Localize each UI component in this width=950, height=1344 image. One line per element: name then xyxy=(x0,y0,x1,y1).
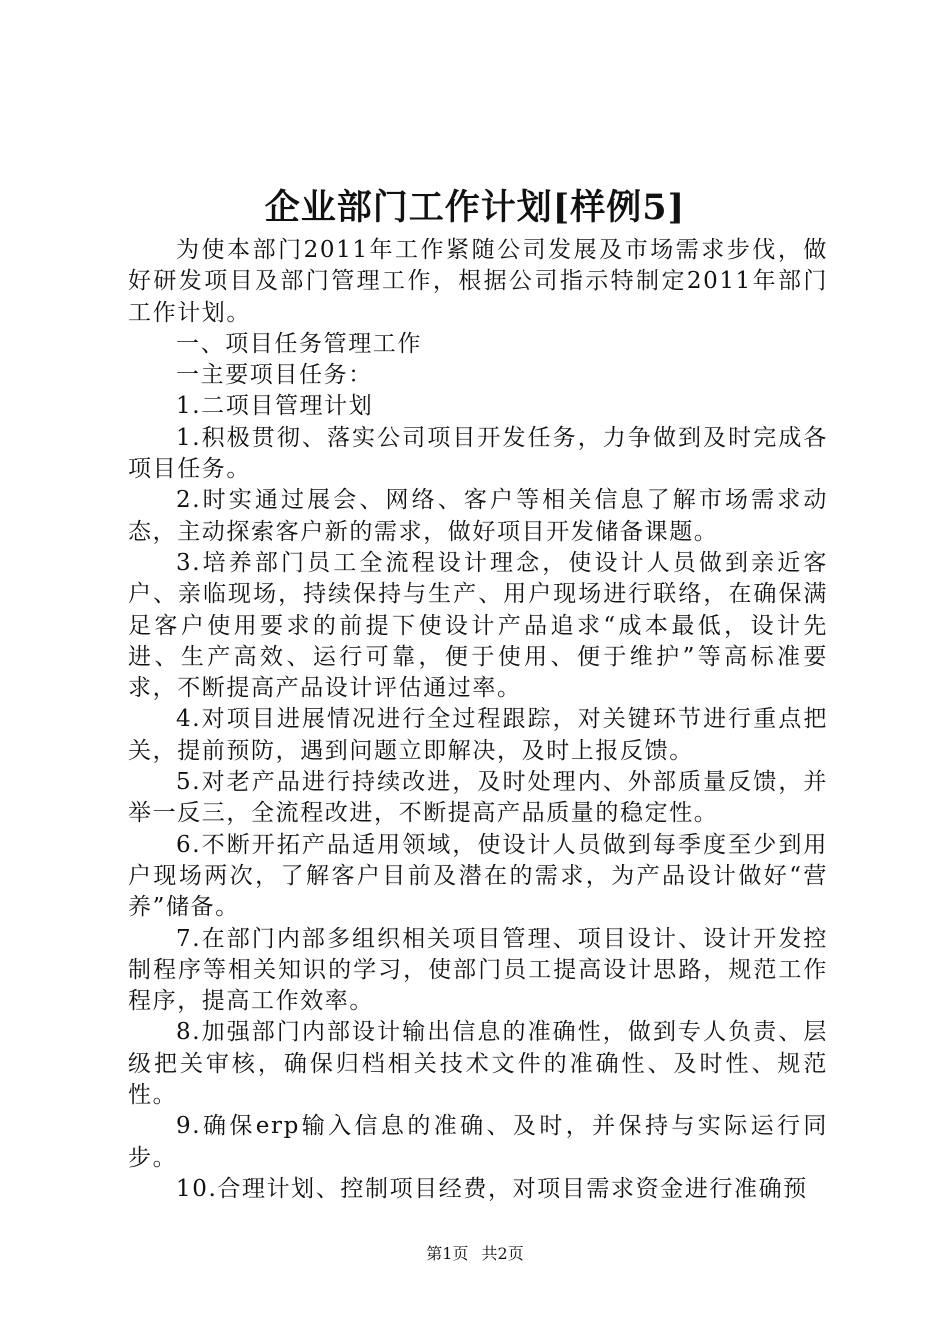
list-item-4: 4.对项目进展情况进行全过程跟踪，对关键环节进行重点把关，提前预防，遇到问题立即解决，及时上报反馈。 xyxy=(128,706,828,764)
document-body xyxy=(128,235,828,1205)
page-total: 共2页 xyxy=(481,1244,524,1263)
list-item-6: 6.不断开拓产品适用领域，使设计人员做到每季度至少到用户现场两次，了解客户目前及潜在的需求，为产品设计做好“营养”储备。 xyxy=(128,831,828,921)
subsection-heading: 一主要项目任务： xyxy=(176,362,373,389)
list-item-7: 7.在部门内部多组织相关项目管理、项目设计、设计开发控制程序等相关知识的学习，使部门员工提高设计思路，规范工作程序，提高工作效率。 xyxy=(128,925,828,1015)
list-item-3: 3.培养部门员工全流程设计理念，使设计人员做到亲近客户、亲临现场，持续保持与生产、用户现场进行联络，在确保满足客户使用要求的前提下使设计产品追求“成本最低，设计先进、生产高效、运行可靠，便于使用、便于维护”等高标准要求，不断提高产品设计评估通过率。 xyxy=(128,549,828,702)
list-item-10: 10.合理计划、控制项目经费，对项目需求资金进行准确预 xyxy=(176,1175,808,1202)
list-item-2: 2.时实通过展会、网络、客户等相关信息了解市场需求动态，主动探索客户新的需求，做好项目开发储备课题。 xyxy=(128,487,828,545)
section-heading: 一、项目任务管理工作 xyxy=(176,330,422,357)
list-heading: 1.二项目管理计划 xyxy=(176,393,374,420)
list-item-5: 5.对老产品进行持续改进，及时处理内、外部质量反馈，并举一反三，全流程改进，不断提高产品质量的稳定性。 xyxy=(128,769,828,827)
document-title: 企业部门工作计划[样例5] xyxy=(264,187,686,228)
page-number: 第1页 xyxy=(426,1244,469,1263)
list-item-9: 9.确保erp输入信息的准确、及时，并保持与实际运行同步。 xyxy=(128,1113,828,1171)
list-item-1: 1.积极贯彻、落实公司项目开发任务，力争做到及时完成各项目任务。 xyxy=(128,424,828,483)
page-footer xyxy=(0,1244,950,1264)
paragraph-intro: 为使本部门2011年工作紧随公司发展及市场需求步伐，做好研发项目及部门管理工作，根据公司指示特制定2011年部门工作计划。 xyxy=(128,237,828,326)
list-item-8: 8.加强部门内部设计输出信息的准确性，做到专人负责、层级把关审核，确保归档相关技术文件的准确性、及时性、规范性。 xyxy=(128,1019,828,1109)
